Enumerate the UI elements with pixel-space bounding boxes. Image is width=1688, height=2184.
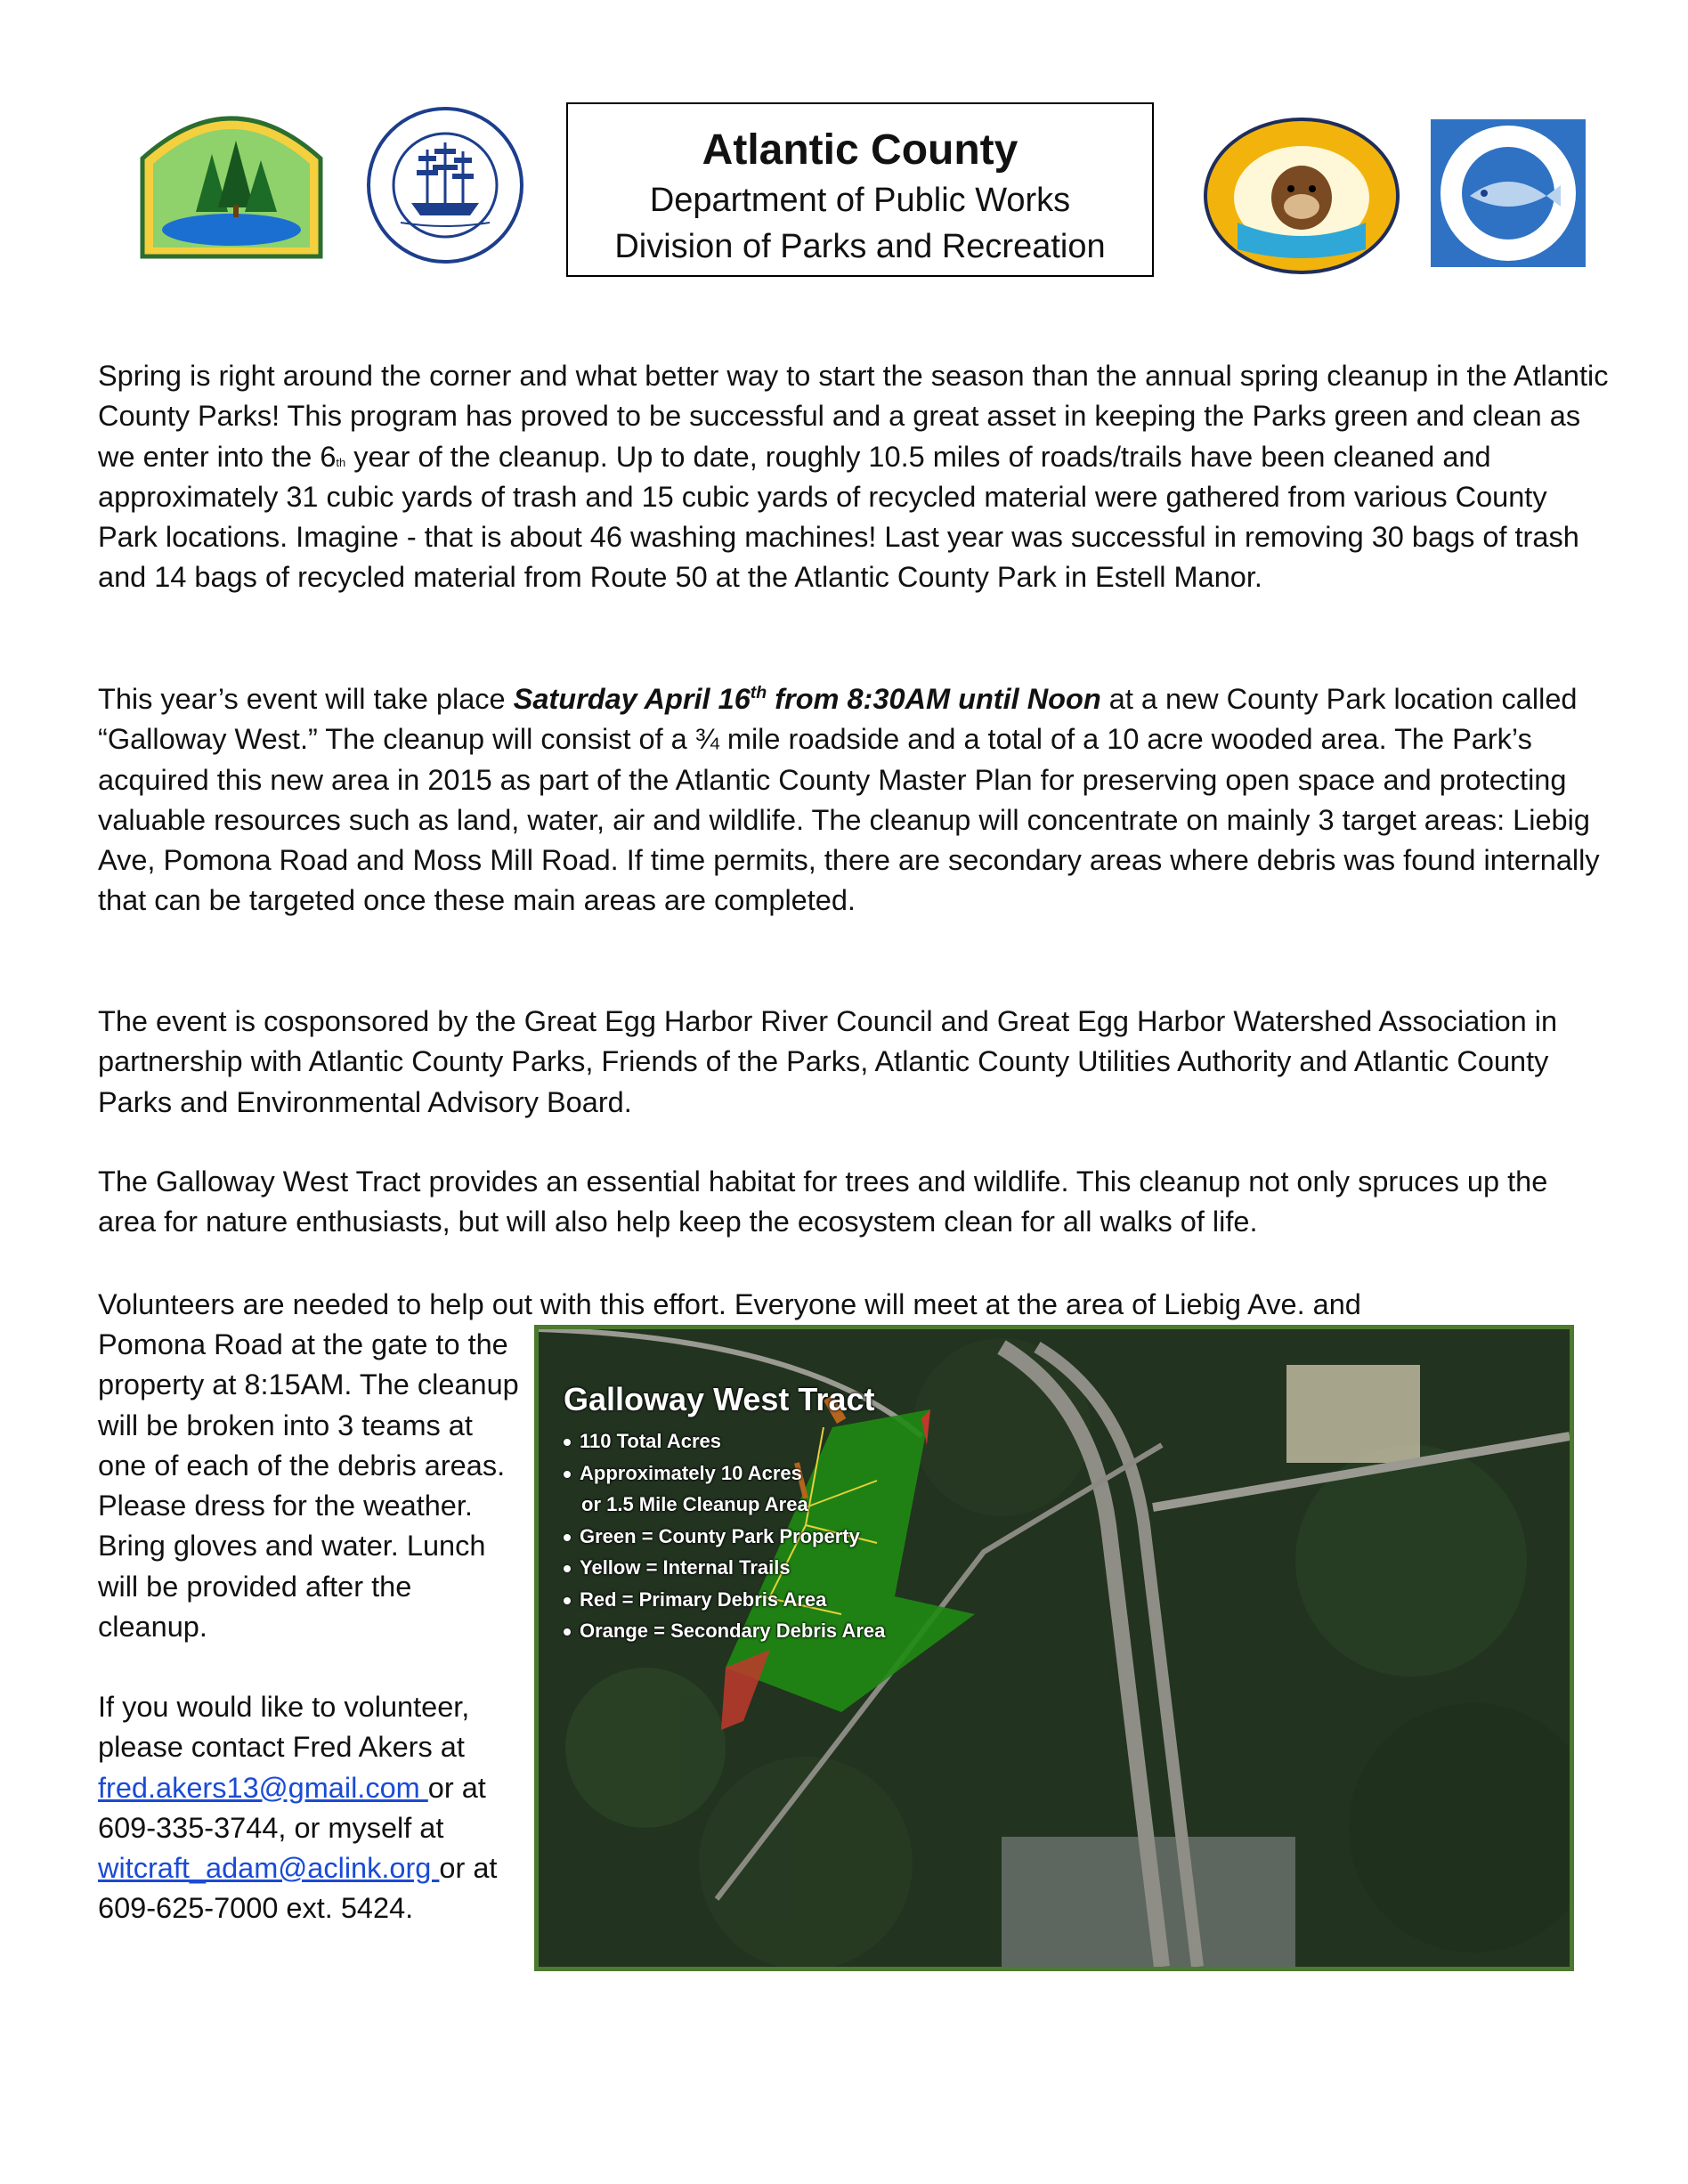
map-legend-item: Orange = Secondary Debris Area [564,1615,885,1647]
intro-paragraph [98,356,1611,598]
map-legend-list [564,1425,885,1647]
sponsors-paragraph: The event is cosponsored by the Great Egg Harbor River Council and Great Egg Harbor Watershed Association in partnership with Atlantic County Parks, Friends of the Parks, Atlantic County Utilities Authority and Atlantic County Parks and Environmental Advisory Board. [98,1005,1558,1118]
map-legend-item: Green = County Park Property [564,1521,885,1553]
map-legend-item: Approximately 10 Acres [564,1457,885,1490]
cleared-area [1286,1365,1420,1463]
intro-text-a: Spring is right around the corner and what better way to start the season than the annual spring cleanup in the Atlantic County Parks! This program has proved to be successful and a great asset in keeping the Parks green and clean as we enter into the 6 [98,360,1609,473]
header-title-box [566,102,1154,277]
intro-sup: th [336,455,346,469]
watershed-association-logo [1202,116,1402,276]
map-legend [564,1381,885,1647]
river-council-logo [1429,118,1587,269]
event-text-a: This year’s event will take place [98,683,514,715]
meeting-details: Pomona Road at the gate to the property at 8:15AM. The cleanup will be broken into 3 teams at one of each of the debris areas. Please dress for the weather. Bring gloves and water. Lunch will be provided after the cleanup. [98,1328,519,1644]
event-paragraph [98,679,1611,922]
map-title: Galloway West Tract [564,1381,875,1417]
department-line: Department of Public Works [649,182,1071,219]
page-title: Atlantic County [702,126,1018,174]
adam-email-link[interactable]: witcraft_adam@aclink.org [98,1852,440,1885]
map-legend-item: Yellow = Internal Trails [564,1552,885,1584]
event-date-sup: th [750,683,767,703]
contact-text-b: or at 609-335-3744, or myself at [98,1771,486,1844]
event-text-b: at a new County Park location called “Galloway West.” The cleanup will consist of a ¾ mile roadside and a total of a 10 acre wooded area. The Park’s acquired this new area in 2015 as part of the Atlantic County Master Plan for preserving open space and protecting valuable resources such as land, water, air and wildlife. The cleanup will concentrate on mainly 3 target areas: Liebig Ave, Pomona Road and Moss Mill Road. If time permits, there are secondary areas where debris was found internally that can be targeted once these main areas are completed. [98,683,1600,917]
atlantic-county-park-system-logo [134,105,329,265]
habitat-paragraph: The Galloway West Tract provides an essential habitat for trees and wildlife. This cleanup not only spruces up the area for nature enthusiasts, but will also help keep the ecosystem clean for all walks of life. [98,1165,1548,1238]
fred-email-link[interactable]: fred.akers13@gmail.com [98,1771,428,1804]
map-legend-item: Red = Primary Debris Area [564,1584,885,1616]
division-line: Division of Parks and Recreation [614,228,1106,265]
intro-text-b: year of the cleanup. Up to date, roughly 10.5 miles of roads/trails have been cleaned and approximately 31 cubic yards of trash and 15 cubic yards of recycled material were gathered from various County Park locations. Imagine - that is about 46 washing machines! Last year was successful in removing 30 bags of trash and 14 bags of recycled material from Route 50 at the Atlantic County Park in Estell Manor. [98,440,1579,594]
map-legend-item: 110 Total Acres [564,1425,885,1457]
galloway-west-map [534,1325,1574,1971]
event-date: Saturday April 16 [513,683,751,715]
contact-text-c: or at 609-625-7000 ext. 5424. [98,1852,498,1925]
contact-text-a: If you would like to volunteer, please contact Fred Akers at [98,1691,470,1764]
volunteers-intro-line: Volunteers are needed to help out with this effort. Everyone will meet at the area of Liebig Ave. and [98,1288,1361,1320]
event-time: from 8:30AM until Noon [767,683,1101,715]
map-legend-item: or 1.5 Mile Cleanup Area [581,1493,808,1515]
county-seal-logo [365,105,525,265]
contact-details [98,1687,525,1929]
